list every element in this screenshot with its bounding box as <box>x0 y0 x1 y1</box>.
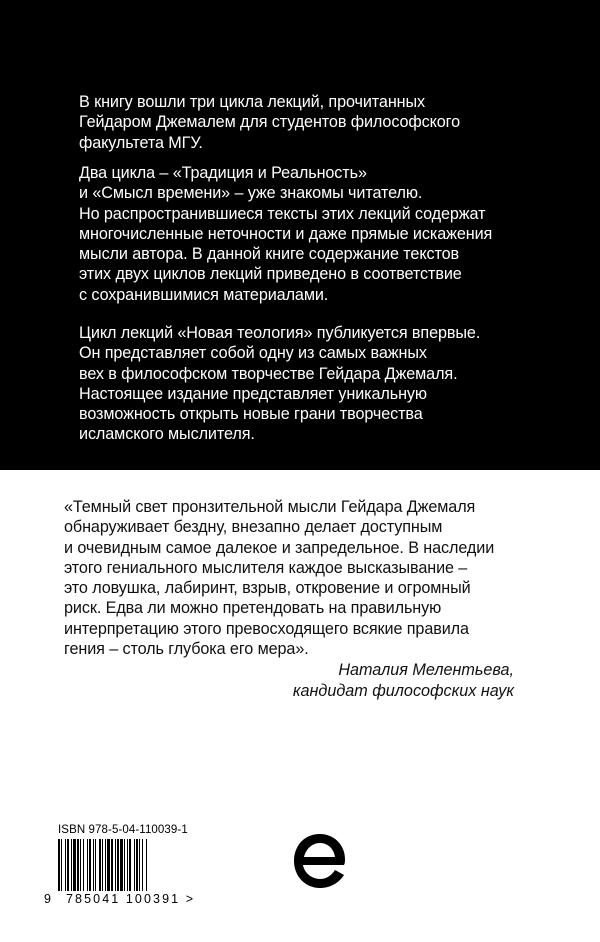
barcode-number: 785041 100391 <box>66 892 181 906</box>
text-line: мысли автора. В данной книге содержание текстов <box>79 245 460 264</box>
barcode-bar <box>115 839 116 891</box>
barcode-bar <box>146 839 147 891</box>
description-paragraph-3 <box>79 323 539 445</box>
text-line: многочисленные неточности и даже прямые искажения <box>79 224 493 243</box>
text-line: и «Смысл времени» – уже знакомы читателю. <box>79 184 423 203</box>
text-line: исламского мыслителя. <box>79 425 255 444</box>
barcode-bar <box>89 839 91 891</box>
text-line: В книгу вошли три цикла лекций, прочитанных <box>79 93 426 111</box>
review-quote <box>64 497 564 659</box>
description-paragraph-1 <box>79 92 539 153</box>
barcode-bar <box>102 839 103 891</box>
text-line: с сохранившимися материалами. <box>79 285 329 304</box>
text-line: возможность открыть новые грани творчества <box>79 405 423 424</box>
barcode-bar <box>127 839 128 891</box>
eksmo-e-logo-icon <box>290 830 350 892</box>
barcode-bar <box>107 839 110 891</box>
quote-line: гения – столь глубока его мера». <box>64 640 309 659</box>
barcode-bar <box>120 839 123 891</box>
barcode-bar <box>87 839 88 891</box>
isbn-label: ISBN 978-5-04-110039-1 <box>58 824 188 836</box>
barcode-bar <box>83 839 84 891</box>
barcode-bar <box>117 839 119 891</box>
text-line: Настоящее издание представляет уникальную <box>79 384 427 403</box>
text-line: Гейдаром Джемалем для студентов философского <box>79 113 461 132</box>
text-line: Он представляет собой одну из самых важных <box>79 344 427 363</box>
barcode-bar <box>73 839 76 891</box>
barcode-lead-digit: 9 <box>44 892 51 906</box>
barcode-bar <box>136 839 138 891</box>
quote-line: этого гениального мыслителя каждое высказывание – <box>64 558 468 577</box>
text-line: Но распространившиеся тексты этих лекций содержат <box>79 204 486 223</box>
quote-line: риск. Едва ли можно претендовать на правильную <box>64 599 442 618</box>
quote-line: это ловушка, лабиринт, взрыв, откровение и огромный <box>64 579 471 598</box>
text-line: вех в философском творчестве Гейдара Джемаля. <box>79 364 458 383</box>
barcode-bar <box>142 839 143 891</box>
author-title: кандидат философских наук <box>292 682 514 700</box>
barcode-bar <box>99 839 101 891</box>
barcode-bar <box>139 839 140 891</box>
barcode-bar <box>77 839 79 891</box>
barcode-bar <box>65 839 66 891</box>
barcode-bar <box>95 839 96 891</box>
barcode <box>58 839 198 897</box>
barcode-bar <box>129 839 131 891</box>
barcode-bar <box>111 839 113 891</box>
barcode-bar <box>67 839 69 891</box>
quote-line: и очевидным самое далекое и запредельное. В наследии <box>64 538 495 557</box>
barcode-bar <box>124 839 125 891</box>
text-line: факультета МГУ. <box>79 133 203 152</box>
barcode-bar <box>105 839 106 891</box>
quote-line: обнаруживает бездну, внезапно делает доступным <box>64 518 443 537</box>
barcode-bar <box>134 839 135 891</box>
barcode-bar <box>80 839 81 891</box>
barcode-digits <box>66 892 195 906</box>
barcode-tail: > <box>185 892 196 906</box>
barcode-bar <box>71 839 72 891</box>
barcode-bar <box>58 839 60 891</box>
description-paragraph-2 <box>79 163 539 305</box>
quote-line: интерпретацию этого превосходящего всякие правила <box>64 619 469 638</box>
text-line: этих двух циклов лекций приведено в соответствие <box>79 265 462 284</box>
text-line: Цикл лекций «Новая теология» публикуется впервые. <box>79 324 481 342</box>
description-block <box>0 0 600 470</box>
barcode-bar <box>93 839 94 891</box>
barcode-bar <box>61 839 62 891</box>
author-name: Наталия Мелентьева, <box>338 661 514 679</box>
quote-line: «Темный свет пронзительной мысли Гейдара Джемаля <box>64 498 476 516</box>
text-line: Два цикла – «Традиция и Реальность» <box>79 164 367 182</box>
quote-author <box>293 660 514 702</box>
